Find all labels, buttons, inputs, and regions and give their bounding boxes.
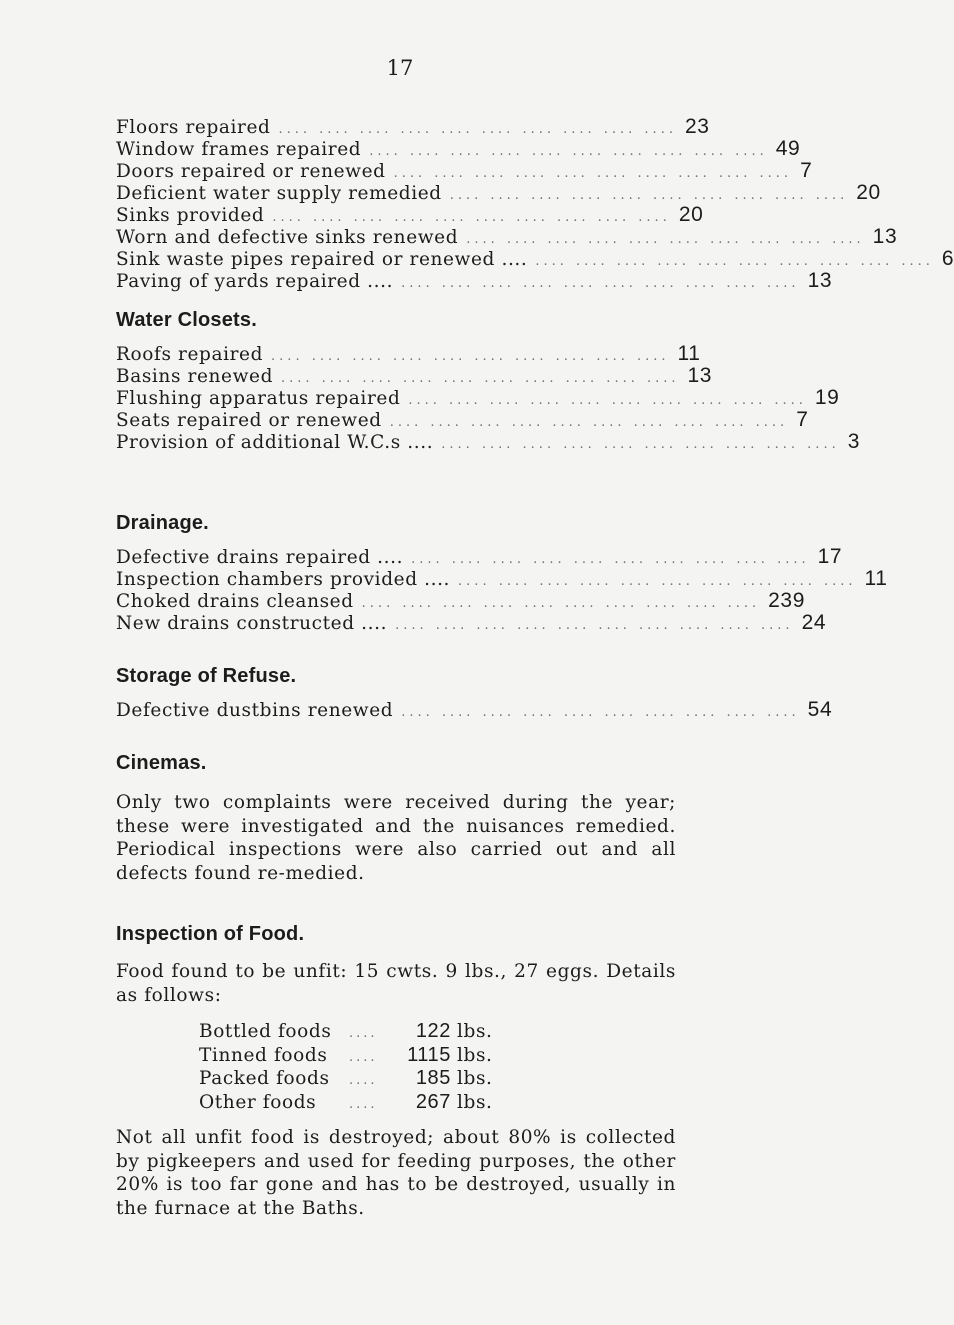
- list-item: [116, 364, 713, 387]
- food-row: [199, 1020, 676, 1044]
- list-item: [116, 386, 840, 409]
- section-heading: Water Closets.: [116, 309, 257, 331]
- item-label: Basins renewed: [116, 366, 274, 387]
- item-value: 19: [814, 386, 840, 409]
- dot-leader: .... .... .... .... .... .... .... .... .... ....: [458, 574, 857, 589]
- list-item: [116, 203, 704, 226]
- item-label: Deficient water supply remedied: [116, 183, 442, 204]
- list-item: [116, 430, 860, 453]
- item-value: 6: [941, 247, 954, 270]
- item-label: Inspection chambers provided ....: [116, 569, 451, 590]
- section-heading: Drainage.: [116, 512, 209, 534]
- list-item: [116, 247, 954, 270]
- dot-leader: .... .... .... .... .... .... .... .... .... ....: [361, 596, 761, 611]
- item-value: 239: [768, 589, 805, 612]
- item-label: Sink waste pipes repaired or renewed ....: [116, 249, 528, 270]
- item-label: Roofs repaired: [116, 344, 264, 365]
- food-label: Other foods: [199, 1091, 317, 1113]
- item-value: 20: [678, 203, 704, 226]
- refuse-section: [116, 665, 833, 721]
- dot-leader: ....: [349, 1049, 378, 1065]
- item-value: 7: [800, 159, 813, 182]
- item-value: 13: [872, 225, 898, 248]
- item-value: 54: [807, 698, 833, 721]
- page-number: 17: [386, 56, 414, 80]
- dot-leader: .... .... .... .... .... .... .... .... .... ....: [441, 437, 840, 452]
- refuse-list: [116, 698, 833, 721]
- drainage-list: [116, 545, 888, 634]
- dot-leader: .... .... .... .... .... .... .... .... .... ....: [393, 166, 793, 181]
- list-item: [116, 611, 827, 634]
- dot-leader: .... .... .... .... .... .... .... .... .... ....: [281, 371, 680, 386]
- food-table: [199, 1020, 676, 1114]
- section-heading: Storage of Refuse.: [116, 665, 297, 687]
- drainage-section: [116, 512, 888, 634]
- item-label: Paving of yards repaired ....: [116, 271, 394, 292]
- item-label: Flushing apparatus repaired: [116, 388, 401, 409]
- dot-leader: ....: [349, 1026, 378, 1041]
- food-quantity: 267: [415, 1090, 451, 1113]
- food-row: [199, 1067, 676, 1091]
- item-label: Provision of additional W.C.s ....: [116, 432, 434, 453]
- food-quantity: 185: [415, 1067, 451, 1089]
- dot-leader: .... .... .... .... .... .... .... .... .... ....: [535, 254, 934, 269]
- section-heading: Inspection of Food.: [116, 923, 305, 945]
- food-label: Tinned foods: [199, 1044, 328, 1066]
- dot-leader: .... .... .... .... .... .... .... .... .... ....: [401, 705, 800, 720]
- food-row: [199, 1091, 676, 1115]
- dot-leader: .... .... .... .... .... .... .... .... .... ....: [411, 552, 810, 567]
- repairs-list: [116, 115, 954, 292]
- dot-leader: .... .... .... .... .... .... .... .... .... ....: [395, 618, 794, 633]
- food-unit: lbs.: [457, 1068, 493, 1089]
- cinemas-paragraph: Only two complaints were received during the year; these were investigated and the nuisances remedied. Periodical inspections were also carried out and all defects found re-medied.: [116, 792, 676, 884]
- cinemas-section: [116, 752, 676, 885]
- item-label: Sinks provided: [116, 205, 265, 226]
- dot-leader: ....: [349, 1096, 378, 1112]
- list-item: [116, 159, 813, 182]
- dot-leader: .... .... .... .... .... .... .... .... .... ....: [466, 232, 865, 247]
- dot-leader: .... .... .... .... .... .... .... .... .... ....: [401, 276, 800, 291]
- list-item: [116, 115, 710, 138]
- list-item: [116, 698, 833, 721]
- dot-leader: .... .... .... .... .... .... .... .... .... ....: [278, 122, 677, 137]
- item-label: Seats repaired or renewed: [116, 410, 382, 431]
- item-value: 3: [847, 430, 860, 453]
- list-item: [116, 269, 833, 292]
- item-label: Floors repaired: [116, 117, 271, 138]
- food-unit: lbs.: [457, 1091, 493, 1113]
- water-closets-section: [116, 309, 860, 453]
- item-label: Doors repaired or renewed: [116, 161, 386, 182]
- item-value: 23: [684, 115, 710, 138]
- dot-leader: ....: [349, 1073, 378, 1088]
- food-row: [199, 1044, 676, 1068]
- dot-leader: .... .... .... .... .... .... .... .... .... ....: [449, 188, 849, 203]
- water-closets-list: [116, 342, 860, 453]
- list-item: [116, 567, 888, 590]
- food-unit: lbs.: [457, 1021, 493, 1042]
- list-item: [116, 545, 843, 568]
- item-value: 20: [856, 181, 881, 204]
- food-label: Bottled foods: [199, 1021, 332, 1042]
- list-item: [116, 342, 701, 365]
- food-quantity: 1115: [407, 1043, 451, 1066]
- food-closing-paragraph: Not all unfit food is destroyed; about 80% is collected by pigkeepers and used for feeding purposes, the other 20% is too far gone and has to be destroyed, usually in the furnace at the Baths.: [116, 1127, 676, 1219]
- food-quantity: 122: [415, 1020, 451, 1042]
- item-label: New drains constructed ....: [116, 613, 388, 634]
- item-value: 49: [775, 137, 801, 160]
- item-value: 24: [801, 611, 827, 634]
- list-item: [116, 225, 898, 248]
- item-label: Choked drains cleansed: [116, 591, 354, 612]
- list-item: [116, 589, 805, 612]
- food-section: [116, 923, 676, 1220]
- item-value: 17: [817, 545, 843, 568]
- dot-leader: .... .... .... .... .... .... .... .... .... ....: [408, 393, 807, 408]
- item-value: 7: [796, 408, 809, 431]
- list-item: [116, 181, 881, 204]
- food-intro-paragraph: Food found to be unfit: 15 cwts. 9 lbs., 27 eggs. Details as follows:: [116, 961, 676, 1006]
- item-value: 11: [864, 567, 888, 590]
- item-value: 13: [687, 364, 713, 387]
- item-label: Defective drains repaired ....: [116, 547, 404, 568]
- item-value: 11: [677, 342, 701, 365]
- item-label: Defective dustbins renewed: [116, 700, 394, 721]
- list-item: [116, 408, 809, 431]
- item-label: Window frames repaired: [116, 139, 362, 160]
- dot-leader: .... .... .... .... .... .... .... .... .... ....: [272, 210, 671, 225]
- item-value: 13: [807, 269, 833, 292]
- dot-leader: .... .... .... .... .... .... .... .... .... ....: [369, 144, 768, 159]
- food-unit: lbs.: [457, 1044, 493, 1066]
- dot-leader: .... .... .... .... .... .... .... .... .... ....: [271, 349, 670, 364]
- dot-leader: .... .... .... .... .... .... .... .... .... ....: [389, 415, 789, 430]
- list-item: [116, 137, 801, 160]
- section-heading: Cinemas.: [116, 752, 207, 774]
- food-label: Packed foods: [199, 1068, 330, 1089]
- item-label: Worn and defective sinks renewed: [116, 227, 459, 248]
